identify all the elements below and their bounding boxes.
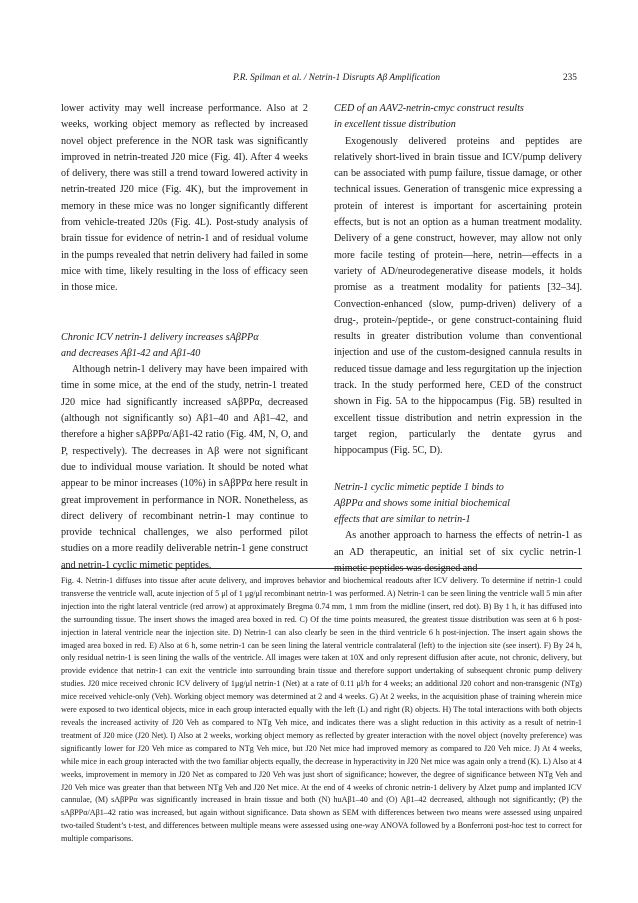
body-paragraph: Although netrin-1 delivery may have been impaired with time in some mice, at the end of the study, netrin-1 treated J20 mice had significantly increased sAβPPα, decreased (although not significantly so) Aβ1–40 and Aβ1–42, and therefore a higher sAβPPα/Aβ1-42 ratio (Fig. 4M, N, O, and P, respectively). The decreases in Aβ were not significant due to individual mouse variation. It should be noted what appear to be minor increases (10%) in sAβPPα here result in great improvement in performance in NOR. Nonetheless, as direct delivery of recombinant netrin-1 may continue to provide technical challenges, we also performed pilot studies on a more readily deliverable netrin-1 gene construct and netrin-1 cyclic mimetic peptides. <box>61 364 308 571</box>
section-spacer <box>61 297 308 330</box>
section-heading-line: Chronic ICV netrin-1 delivery increases sAβPPα <box>61 331 259 343</box>
section-heading-line: CED of an AAV2-netrin-cmyc construct results <box>334 103 524 114</box>
body-paragraph: As another approach to harness the effects of netrin-1 as an AD therapeutic, an initial set of six cyclic netrin-1 mimetic peptides was designed and <box>334 530 582 575</box>
page-header <box>0 73 638 87</box>
caption-divider <box>61 568 582 569</box>
right-column <box>334 101 582 577</box>
body-paragraph: lower activity may well increase performance. Also at 2 weeks, working object memory as reflected by increased novel object preference in the NOR task was significantly improved in netrin-treated J20 mice (Fig. 4I). After 4 weeks of delivery, there was still a trend toward lowered activity in netrin-treated J20 mice (Fig. 4K), but the improvement in memory in these mice was no longer significantly different from vehicle-treated J20s (Fig. 4L). Post-study analysis of brain tissue for evidence of netrin-1 and of residual volume in the pumps revealed that netrin delivery had failed in some mice with time, likely resulting in the loss of efficacy seen in those mice. <box>61 103 308 294</box>
section-heading-line: in excellent tissue distribution <box>334 119 456 131</box>
section-heading-line: and decreases Aβ1-42 and Aβ1-40 <box>61 347 201 359</box>
page-number: 235 <box>563 73 577 83</box>
running-head: P.R. Spilman et al. / Netrin-1 Disrupts Aβ Amplification <box>233 73 441 83</box>
section-heading-line: effects that are similar to netrin-1 <box>334 514 471 526</box>
figure-caption <box>61 575 582 846</box>
left-column <box>61 101 308 574</box>
section-heading-line: Netrin-1 cyclic mimetic peptide 1 binds to <box>334 481 504 493</box>
section-spacer <box>334 460 582 480</box>
figure-caption-text: Fig. 4. Netrin-1 diffuses into tissue after acute delivery, and improves behavior and biochemical readouts after ICV delivery. To determine if netrin-1 could transverse the ventricle wall, acute injection of 5 μl of 1 μg/μl recombinant netrin-1 was performed. A) Netrin-1 can be seen lining the ventricle wall 5 min after injection into the right lateral ventricle (red arrow) at approximately Bregma 0.74 mm, 1 mm from the midline (insert, red dot). B) By 1 h, it has diffused into the surrounding tissue. The insert shows the imaged area boxed in red. C) Of the time points measured, the greatest tissue distribution was seen at 6 h post-injection in lateral ventricle near the injection site. D) Netrin-1 can also clearly be seen in the third ventricle 6 h post-injection. The insert again shows the imaged area boxed in red. E) Also at 6 h, some netrin-1 can be seen lining the lateral ventricle contralateral (left) to the injection site (see insert). F) By 24 h, only residual netrin-1 is seen lining the walls of the ventricle. All images were taken at 10X and only represent diffusion after acute, not chronic, delivery, but provide evidence that netrin-1 can exit the ventricle into surrounding brain tissue and therefore support undertaking of subsequent chronic pump delivery studies. J20 mice received chronic ICV delivery of 1μg/μl netrin-1 (Net) at a rate of 0.11 μl/h for 4 weeks; an additional J20 cohort and non-transgenic (NTg) mice received vehicle-only (Veh). Working object memory was determined at 2 and 4 weeks. G) At 2 weeks, in the acquisition phase of training wherein mice were exposed to two identical objects, mice in each group interacted equally with the left (L) and right (R) objects. H) The total interactions with both objects reveals the increased activity of J20 Veh as compared to NTg Veh mice, and indicates there was a slight reduction in this activity as a result of netrin-1 treatment of J20 mice (J20 Net). I) Also at 2 weeks, working object memory as reflected by greater interaction with the novel object (novelty preference) was significantly lower for J20 Veh mice as compared to NTg Veh mice, but J20 Net mice had improved memory as compared to J20 Veh mice. J) At 4 weeks, while mice in each group interacted with the two familiar objects equally, the decrease in hyperactivity in J20 Net mice was again only a trend (K). L) Also at 4 weeks, improvement in memory in J20 Net as compared to J20 Veh was just short of significance; however, the degree of significance between NTg Veh and J20 Veh mice was greater than that between NTg Veh and J20 Net mice. At the end of 4 weeks of chronic netrin-1 delivery by Alzet pump and implanted ICV cannulae, (M) sAβPPα was significantly increased in brain tissue and both (N) huAβ1–40 and (O) Aβ1–42 decreased, although not significantly; (P) the sAβPPα/Aβ1–42 ratio was increased, but again without significance. Data shown as SEM with differences between two means were assessed using unpaired two-tailed Student’s t-test, and differences between multiple means were assessed using one-way ANOVA followed by a Bonferroni post-hoc test to correct for multiple comparisons. <box>61 576 582 844</box>
body-paragraph: Exogenously delivered proteins and peptides are relatively short-lived in brain tissue and ICV/pump delivery can be associated with pump failure, tissue damage, or other technical issues. Generation of transgenic mice expressing a protein of interest is important for ascertaining protein effects, but is not an option as a human treatment modality. Delivery of a gene construct, however, may allow not only more facile testing of protein—here, netrin—effects in a variety of AD/neurodegenerative disease models, it holds promise as a treatment modality for patients [32–34]. Convection-enhanced (slow, pump-driven) delivery of a drug-, protein-/peptide-, or gene construct-containing fluid results in greater distribution volume than conventional injection and use of the custom-designed cannula results in reduced tissue damage and less regurgitation up the injection track. In the study performed here, CED of the construct shown in Fig. 5A to the hippocampus (Fig. 5B) resulted in excellent tissue distribution and netrin expression in the target region, particularly the dentate gyrus and hippocampus (Fig. 5C, D). <box>334 135 582 457</box>
section-heading-line: AβPPα and shows some initial biochemical <box>334 497 510 509</box>
